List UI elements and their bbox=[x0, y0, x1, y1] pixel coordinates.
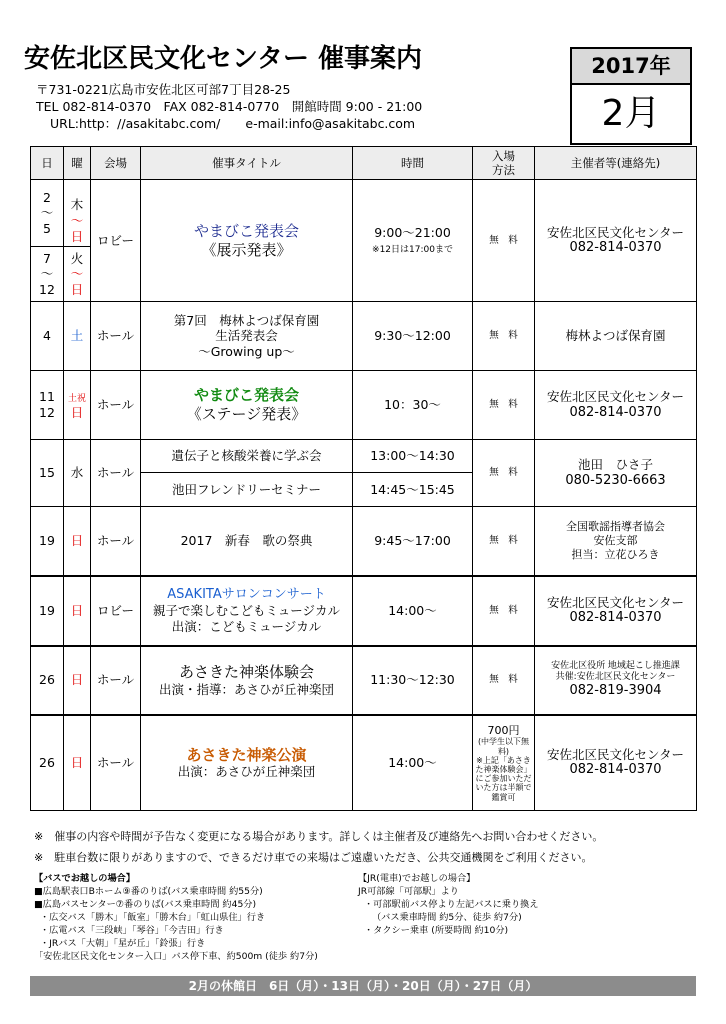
event-time: 9:00〜21:00 bbox=[374, 225, 451, 241]
venue-cell: ホール bbox=[91, 507, 141, 576]
table-row bbox=[31, 507, 697, 576]
page-title: 安佐北区民文化センター 催事案内 bbox=[24, 44, 423, 74]
time-note: ※12日は17:00まで bbox=[372, 244, 453, 255]
day-cell: 11 12 bbox=[31, 371, 64, 440]
title-cell bbox=[141, 180, 353, 302]
title-cell: 2017 新春 歌の祭典 bbox=[141, 507, 353, 576]
time-cell: 9:45〜17:00 bbox=[353, 507, 473, 576]
venue-cell: ホール bbox=[91, 646, 141, 715]
table-header bbox=[31, 147, 697, 180]
event-performer: 出演：あさひが丘神楽団 bbox=[177, 764, 316, 780]
url-email: URL:http：//asakitabc.com/ e-mail:info@asakitabc.com bbox=[50, 116, 416, 131]
time-cell: 14:00〜 bbox=[353, 576, 473, 646]
header-title: 催事タイトル bbox=[141, 147, 353, 180]
organizer-name: 安佐北区民文化センター bbox=[546, 389, 684, 405]
jr-heading: 【JR(電車)でお越しの場合】 bbox=[358, 873, 476, 884]
header-venue: 会場 bbox=[91, 147, 141, 180]
table-row bbox=[31, 646, 697, 715]
note-change: ※ 催事の内容や時間が予告なく変更になる場合があります。詳しくは主催者及び連絡先へお問い合わせください。 bbox=[34, 830, 604, 843]
entry-cell: 無 料 bbox=[473, 507, 535, 576]
day-cell: 4 bbox=[31, 302, 64, 371]
dow-cell: 火 〜 日 bbox=[64, 247, 91, 302]
tel-fax: TEL 082-814-0370 FAX 082-814-0770 開館時間 9:00 - 21:00 bbox=[36, 99, 423, 114]
organizer-cohost: 共催:安佐北区民文化センター bbox=[555, 671, 676, 682]
title-cell bbox=[141, 576, 353, 646]
organizer-branch: 安佐支部 bbox=[593, 533, 638, 547]
time-cell: 14:00〜 bbox=[353, 715, 473, 811]
organizer-name: 安佐北区役所 地域起こし推進課 bbox=[551, 660, 680, 671]
dow-cell: 土 bbox=[64, 302, 91, 371]
event-title: あさきた神楽公演 bbox=[186, 745, 307, 764]
list-item: ・JRバス「大朝」「星が丘」「鈴張」行き bbox=[40, 938, 206, 949]
event-subtitle: 〜Growing up〜 bbox=[198, 343, 295, 359]
entry-cell: 無 料 bbox=[473, 302, 535, 371]
organizer-cell bbox=[535, 371, 697, 440]
table-row bbox=[31, 180, 697, 247]
list-item: ■広島駅表口Bホーム⑨番のりば(バス乗車時間 約55分) bbox=[34, 886, 263, 897]
organizer-cell: 梅林よつば保育園 bbox=[535, 302, 697, 371]
organizer-cell bbox=[535, 576, 697, 646]
table-row bbox=[31, 302, 697, 371]
entry-cell: 無 料 bbox=[473, 646, 535, 715]
dow-start: 火 bbox=[70, 250, 84, 266]
day-cell: 19 bbox=[31, 576, 64, 646]
event-table bbox=[30, 146, 697, 811]
organizer-phone: 082-819-3904 bbox=[569, 683, 662, 699]
day-cell: 26 bbox=[31, 646, 64, 715]
dow-holiday: 土祝 bbox=[67, 394, 86, 405]
organizer-phone: 082-814-0370 bbox=[569, 610, 662, 626]
list-item: ・広電バス「三段峡」「琴谷」「今吉田」行き bbox=[40, 925, 224, 936]
day-cell: 19 bbox=[31, 507, 64, 576]
entry-cell: 無 料 bbox=[473, 371, 535, 440]
event-title: 第7回 梅林よつば保育園 bbox=[173, 312, 320, 328]
organizer-cell bbox=[535, 440, 697, 507]
time-cell: 13:00〜14:30 bbox=[353, 440, 473, 473]
venue-cell: ロビー bbox=[91, 576, 141, 646]
table-row bbox=[31, 576, 697, 646]
date-box bbox=[570, 47, 692, 145]
organizer-cell bbox=[535, 646, 697, 715]
day-cell: 15 bbox=[31, 440, 64, 507]
day-cell: 7 〜 12 bbox=[31, 247, 64, 302]
bus-heading: 【バスでお越しの場合】 bbox=[34, 873, 136, 884]
event-subtitle: 生活発表会 bbox=[215, 328, 278, 344]
header-entry-label: 入場方法 bbox=[492, 148, 515, 177]
organizer-phone: 082-814-0370 bbox=[569, 240, 662, 256]
venue-cell: ホール bbox=[91, 371, 141, 440]
time-cell: 14:45〜15:45 bbox=[353, 473, 473, 507]
entry-cell bbox=[473, 715, 535, 811]
event-title: やまびこ発表会 bbox=[193, 386, 299, 405]
list-item: 「安佐北区民文化センター入口」バス停下車、約500m (徒歩 約7分) bbox=[34, 951, 318, 962]
event-subtitle: 《ステージ発表》 bbox=[186, 405, 307, 423]
dow-cell: 日 bbox=[64, 715, 91, 811]
day-cell: 2 〜 5 bbox=[31, 180, 64, 247]
organizer-name: 池田 ひさ子 bbox=[577, 457, 653, 473]
event-title: やまびこ発表会 bbox=[193, 221, 299, 240]
venue-cell: ホール bbox=[91, 440, 141, 507]
title-cell bbox=[141, 302, 353, 371]
dow-cell: 日 bbox=[64, 646, 91, 715]
time-cell: 9:30〜12:00 bbox=[353, 302, 473, 371]
title-cell bbox=[141, 715, 353, 811]
title-cell bbox=[141, 371, 353, 440]
title-cell: 池田フレンドリーセミナー bbox=[141, 473, 353, 507]
header-time: 時間 bbox=[353, 147, 473, 180]
dow-cell: 土祝 日 bbox=[64, 371, 91, 440]
entry-cell: 無 料 bbox=[473, 440, 535, 507]
event-subtitle: 《展示発表》 bbox=[201, 240, 292, 259]
entry-cell: 無 料 bbox=[473, 180, 535, 302]
dow-cell: 日 bbox=[64, 507, 91, 576]
organizer-phone: 080-5230-6663 bbox=[565, 472, 666, 488]
event-title: ASAKITAサロンコンサート bbox=[167, 586, 326, 602]
organizer-name: 安佐北区民文化センター bbox=[546, 746, 684, 762]
header-organizer: 主催者等(連絡先) bbox=[535, 147, 697, 180]
time-cell: 11:30〜12:30 bbox=[353, 646, 473, 715]
time-cell bbox=[353, 180, 473, 302]
time-cell: 10：30〜 bbox=[353, 371, 473, 440]
note-parking: ※ 駐車台数に限りがありますので、できるだけ車での来場はご遠慮いただき、公共交通機関をご利用ください。 bbox=[34, 851, 593, 864]
dow-cell: 水 bbox=[64, 440, 91, 507]
venue-cell: ホール bbox=[91, 715, 141, 811]
month-label: 2月 bbox=[601, 93, 661, 134]
event-title: あさきた神楽体験会 bbox=[178, 662, 314, 681]
list-item: ・タクシー乗車 (所要時間 約10分) bbox=[364, 925, 509, 936]
venue-cell: ロビー bbox=[91, 180, 141, 302]
event-performer: 出演・指導：あさひが丘神楽団 bbox=[158, 681, 334, 697]
organizer-cell bbox=[535, 507, 697, 576]
organizer-name: 全国歌謡指導者協会 bbox=[566, 520, 665, 534]
organizer-cell bbox=[535, 715, 697, 811]
jr-access bbox=[358, 872, 539, 937]
entry-cell: 無 料 bbox=[473, 576, 535, 646]
header-entry bbox=[473, 147, 535, 180]
event-subtitle: 親子で楽しむこどもミュージカル bbox=[152, 603, 340, 618]
address: 〒731-0221広島市安佐北区可部7丁目28-25 bbox=[36, 82, 291, 97]
organizer-phone: 082-814-0370 bbox=[569, 404, 662, 420]
list-item: （バス乗車時間 約5分、徒歩 約7分) bbox=[372, 912, 522, 923]
organizer-contact: 担当：立花ひろき bbox=[571, 547, 660, 561]
title-cell: 遺伝子と核酸栄養に学ぶ会 bbox=[141, 440, 353, 473]
closed-days-banner: 2月の休館日 6日（月）・13日（月）・20日（月）・27日（月） bbox=[30, 976, 696, 996]
dow-start: 木 bbox=[70, 197, 84, 213]
list-item: ■広島バスセンター⑦番のりば(バス乗車時間 約45分) bbox=[34, 899, 257, 910]
dow-cell: 木 〜 日 bbox=[64, 180, 91, 247]
header-day: 日 bbox=[31, 147, 64, 180]
list-item: ・広交バス「勝木」「飯室」「勝木台」「虹山県住」行き bbox=[40, 912, 266, 923]
list-item: JR可部線「可部駅」より bbox=[358, 886, 459, 897]
title-cell bbox=[141, 646, 353, 715]
organizer-cell bbox=[535, 180, 697, 302]
venue-cell: ホール bbox=[91, 302, 141, 371]
event-performer: 出演：こどもミュージカル bbox=[171, 618, 322, 634]
organizer-name: 安佐北区民文化センター bbox=[546, 224, 684, 240]
entry-price: 700円 bbox=[487, 723, 520, 737]
day-cell: 26 bbox=[31, 715, 64, 811]
table-row bbox=[31, 715, 697, 811]
year-label: 2017年 bbox=[572, 49, 690, 85]
organizer-phone: 082-814-0370 bbox=[569, 762, 662, 778]
dow-cell: 日 bbox=[64, 576, 91, 646]
table-row bbox=[31, 440, 697, 473]
header-dow: 曜 bbox=[64, 147, 91, 180]
entry-note: (中学生以下無料) ※上記「あさき た神楽体験会」 にご参加いただ いた方は半額で 鑑賞可 bbox=[475, 737, 532, 802]
list-item: ・可部駅前バス停より左記バスに乗り換え bbox=[364, 899, 539, 910]
organizer-name: 安佐北区民文化センター bbox=[546, 594, 684, 610]
bus-access bbox=[34, 872, 318, 963]
table-row bbox=[31, 371, 697, 440]
